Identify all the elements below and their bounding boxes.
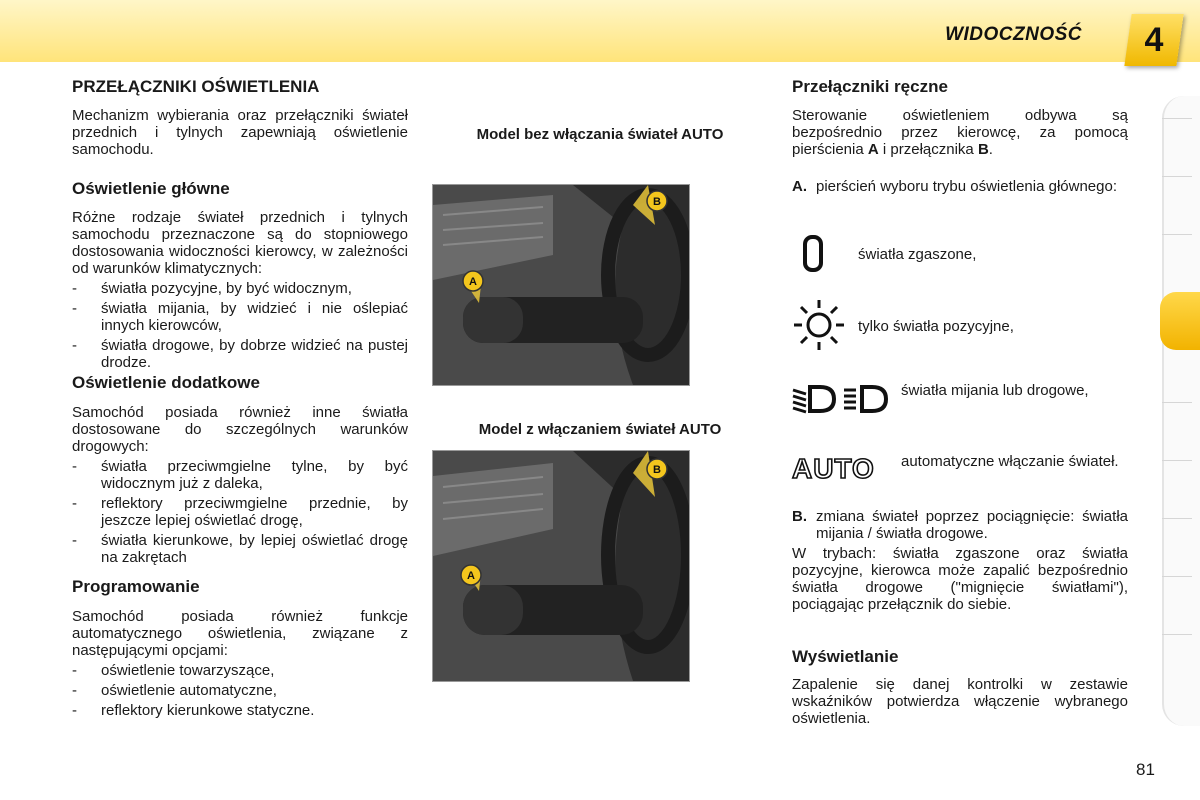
display-text: Zapalenie się danej kontrolki w zestawie wskaźników potwierdza włączenie wybranego oświetlenia. [792, 676, 1128, 727]
tab-divider [1162, 176, 1192, 177]
tab-divider [1162, 118, 1192, 119]
mode-off-text: światła zgaszone, [858, 246, 977, 263]
intro-paragraph: Mechanizm wybierania oraz przełączniki świateł przednich i tylnych zapewniają oświetlenie samochodu. [72, 107, 408, 158]
callout-b-label: B [653, 464, 661, 476]
main-lighting-text: Różne rodzaje świateł przednich i tylnych samochodu przeznaczone są do stopniowego dostosowania widoczności kierowcy, w zależności od warunków klimatycznych: [72, 209, 408, 277]
programming-list [72, 662, 408, 719]
list-item: - światła mijania, by widzieć i nie oślepiać innych kierowców, [72, 300, 408, 334]
main-lighting-list [72, 280, 408, 371]
subheading-extra-lighting: Oświetlenie dodatkowe [72, 373, 260, 392]
section-heading: PRZEŁĄCZNIKI OŚWIETLENIA [72, 77, 320, 96]
lighting-stalk-illustration [433, 451, 689, 681]
item-label-a: A. [792, 178, 807, 195]
subheading-main-lighting: Oświetlenie główne [72, 179, 230, 198]
manual-switch-intro: Sterowanie oświetleniem odbywa są bezpośrednio przez kierowcę, za pomocą pierścienia A i przełącznika B. [792, 107, 1128, 158]
flash-mode-text: W trybach: światła zgaszone oraz światła pozycyjne, kierowca może zapalić bezpośrednio światła drogowe ("mignięcie światłami"), pociągając przełącznik do siebie. [792, 545, 1128, 613]
callout-a-label: A [467, 570, 475, 582]
callout-b-label: B [653, 196, 661, 208]
left-column [72, 78, 408, 719]
extra-lighting-text: Samochód posiada również inne światła dostosowane do szczególnych warunków drogowych: [72, 404, 408, 455]
lights-off-icon [792, 234, 832, 274]
item-b [792, 508, 1128, 727]
tab-divider [1162, 234, 1192, 235]
list-item: - światła pozycyjne, by być widocznym, [72, 280, 408, 297]
tab-divider [1162, 576, 1192, 577]
chapter-tab-rail [1162, 96, 1200, 726]
mode-position-text: tylko światła pozycyjne, [858, 318, 1014, 335]
right-column [792, 78, 1128, 158]
auto-mode-icon: AUTO [792, 453, 875, 484]
list-item: - światła kierunkowe, by lepiej oświetlać drogę na zakrętach [72, 532, 408, 566]
tab-divider [1162, 518, 1192, 519]
subheading-programming: Programowanie [72, 577, 200, 596]
position-lights-icon [792, 298, 846, 352]
chapter-number: 4 [1144, 21, 1164, 59]
photo-stalk-with-auto [432, 450, 690, 682]
tab-divider [1162, 634, 1192, 635]
tab-divider [1162, 460, 1192, 461]
list-item: - reflektory przeciwmgielne przednie, by jeszcze lepiej oświetlać drogę, [72, 495, 408, 529]
list-item: - oświetlenie towarzyszące, [72, 662, 408, 679]
photo-stalk-no-auto [432, 184, 690, 386]
programming-text: Samochód posiada również funkcje automatycznego oświetlenia, związane z następującymi opcjami: [72, 608, 408, 659]
section-heading: Przełączniki ręczne [792, 77, 948, 96]
dipped-main-beam-icon [792, 382, 888, 416]
item-b-text: zmiana świateł poprzez pociągnięcie: światła mijania / światła drogowe. [816, 508, 1128, 542]
lighting-stalk-illustration [433, 185, 689, 385]
mode-beam-text: światła mijania lub drogowe, [901, 382, 1089, 399]
section-title: WIDOCZNOŚĆ [945, 24, 1082, 45]
item-a-text: pierścień wyboru trybu oświetlenia głównego: [816, 178, 1117, 195]
list-item: - światła drogowe, by dobrze widzieć na pustej drodze. [72, 337, 408, 371]
list-item: - światła przeciwmgielne tylne, by być widocznym już z daleka, [72, 458, 408, 492]
mode-auto-text: automatyczne włączanie świateł. [901, 453, 1119, 470]
subheading-display: Wyświetlanie [792, 647, 899, 666]
page-number: 81 [1136, 760, 1155, 779]
chapter-badge [1124, 14, 1183, 66]
item-label-b: B. [792, 508, 807, 525]
caption-model-with-auto: Model z włączaniem świateł AUTO [478, 421, 722, 438]
list-item: - oświetlenie automatyczne, [72, 682, 408, 699]
tab-divider [1162, 402, 1192, 403]
list-item: - reflektory kierunkowe statyczne. [72, 702, 408, 719]
caption-model-no-auto: Model bez włączania świateł AUTO [476, 126, 724, 143]
callout-a-label: A [469, 276, 477, 288]
chapter-tab-active [1160, 292, 1200, 350]
extra-lighting-list [72, 458, 408, 566]
item-a [792, 178, 1128, 195]
